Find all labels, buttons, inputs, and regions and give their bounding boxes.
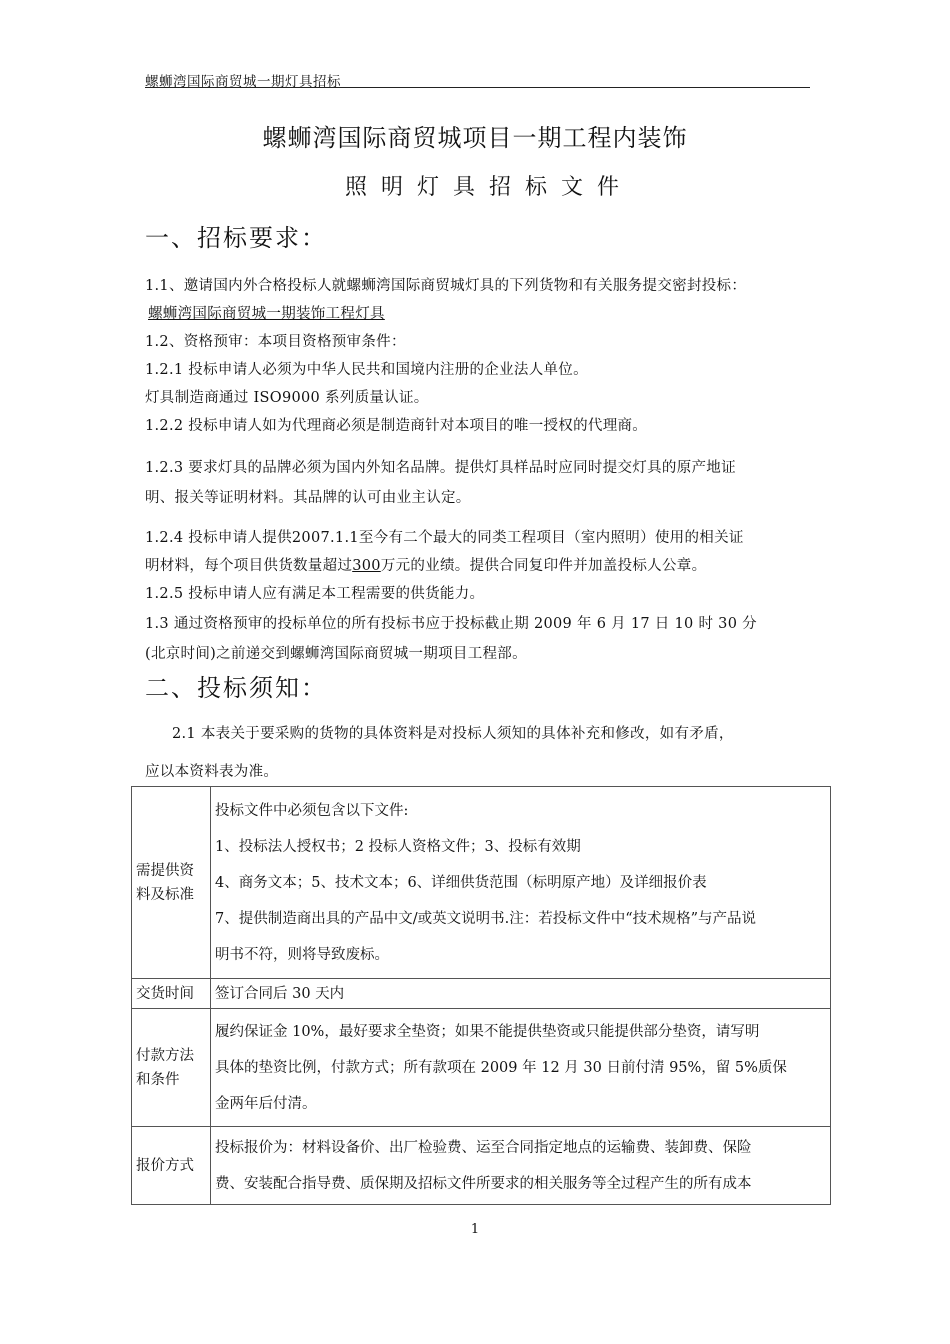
row-content bbox=[211, 1127, 831, 1205]
content-line: 7、提供制造商出具的产品中文/或英文说明书.注：若投标文件中“技术规格”与产品说 bbox=[215, 910, 757, 927]
content-line: 履约保证金 10%，最好要求全垫资；如果不能提供垫资或只能提供部分垫资，请写明 bbox=[215, 1023, 760, 1040]
para-1-2-3b: 明、报关等证明材料。其品牌的认可由业主认定。 bbox=[145, 490, 471, 506]
para-1-1-item bbox=[148, 302, 813, 323]
para-1-2: 1.2、资格预审：本项目资格预审条件： bbox=[145, 334, 406, 350]
row-label: 付款方法和条件 bbox=[132, 1009, 211, 1127]
header-rule bbox=[145, 87, 810, 88]
row-label: 需提供资料及标准 bbox=[132, 787, 211, 979]
para-1-2-4b-post: 万元的业绩。提供合同复印件并加盖投标人公章。 bbox=[380, 558, 707, 574]
content-line: 4、商务文本；5、技术文本；6、详细供货范围（标明原产地）及详细报价表 bbox=[215, 874, 707, 891]
content-line: 投标文件中必须包含以下文件: bbox=[215, 802, 409, 819]
para-1-2-1: 1.2.1 投标申请人必须为中华人民共和国境内注册的企业法人单位。 bbox=[145, 362, 588, 378]
para-2-1b: 应以本资料表为准。 bbox=[145, 764, 279, 780]
row-content bbox=[211, 1009, 831, 1127]
para-2-1a: 2.1 本表关于要采购的货物的具体资料是对投标人须知的具体补充和修改，如有矛盾， bbox=[172, 726, 734, 742]
content-line: 费、安装配合指导费、质保期及招标文件所要求的相关服务等全过程产生的所有成本 bbox=[215, 1175, 752, 1192]
para-1-2-1b: 灯具制造商通过 ISO9000 系列质量认证。 bbox=[145, 390, 429, 406]
content-line: 具体的垫资比例，付款方式；所有款项在 2009 年 12 月 30 日前付清 95%，留 5%质保 bbox=[215, 1059, 787, 1076]
row-content bbox=[211, 979, 831, 1009]
content-line: 金两年后付清。 bbox=[215, 1095, 317, 1112]
para-1-2-2: 1.2.2 投标申请人如为代理商必须是制造商针对本项目的唯一授权的代理商。 bbox=[145, 418, 648, 434]
para-1-2-4b-pre: 明材料，每个项目供货数量超过 bbox=[145, 558, 353, 574]
row-label: 报价方式 bbox=[132, 1127, 211, 1205]
running-header: 螺蛳湾国际商贸城一期灯具招标 bbox=[145, 74, 341, 90]
content-line: 明书不符，则将导致废标。 bbox=[215, 946, 389, 963]
table-row bbox=[132, 787, 831, 979]
para-1-2-4a: 1.2.4 投标申请人提供2007.1.1至今有二个最大的同类工程项目（室内照明）使用的相关证 bbox=[145, 530, 744, 546]
item-name: 螺蛳湾国际商贸城一期装饰工程灯具 bbox=[148, 306, 385, 322]
content-line: 签订合同后 30 天内 bbox=[215, 985, 345, 1002]
para-1-2-3a: 1.2.3 要求灯具的品牌必须为国内外知名品牌。提供灯具样品时应同时提交灯具的原产地证 bbox=[145, 460, 736, 476]
page-number: 1 bbox=[470, 1222, 480, 1237]
row-content bbox=[211, 787, 831, 979]
table-row bbox=[132, 1009, 831, 1127]
content-line: 投标报价为：材料设备价、出厂检验费、运至合同指定地点的运输费、装卸费、保险 bbox=[215, 1139, 752, 1156]
para-1-3b: (北京时间)之前递交到螺蛳湾国际商贸城一期项目工程部。 bbox=[145, 646, 527, 662]
para-1-1: 1.1、邀请国内外合格投标人就螺蛳湾国际商贸城灯具的下列货物和有关服务提交密封投标： bbox=[145, 278, 747, 294]
document-title: 螺蛳湾国际商贸城项目一期工程内装饰 bbox=[262, 124, 688, 152]
content-line: 1、投标法人授权书；2 投标人资格文件；3、投标有效期 bbox=[215, 838, 581, 855]
section-heading-1: 一、招标要求： bbox=[145, 224, 327, 252]
section-heading-2: 二、投标须知： bbox=[145, 674, 327, 702]
para-1-2-5: 1.2.5 投标申请人应有满足本工程需要的供货能力。 bbox=[145, 586, 485, 602]
requirements-table bbox=[131, 786, 831, 1205]
row-label: 交货时间 bbox=[132, 979, 211, 1009]
amount-value: 300 bbox=[352, 558, 381, 574]
para-1-2-4b bbox=[145, 554, 810, 575]
para-1-3a: 1.3 通过资格预审的投标单位的所有投标书应于投标截止期 2009 年 6 月 17 日 10 时 30 分 bbox=[145, 616, 757, 632]
table-row bbox=[132, 979, 831, 1009]
table-row bbox=[132, 1127, 831, 1205]
document-subtitle: 照明灯具招标文件 bbox=[344, 175, 633, 200]
